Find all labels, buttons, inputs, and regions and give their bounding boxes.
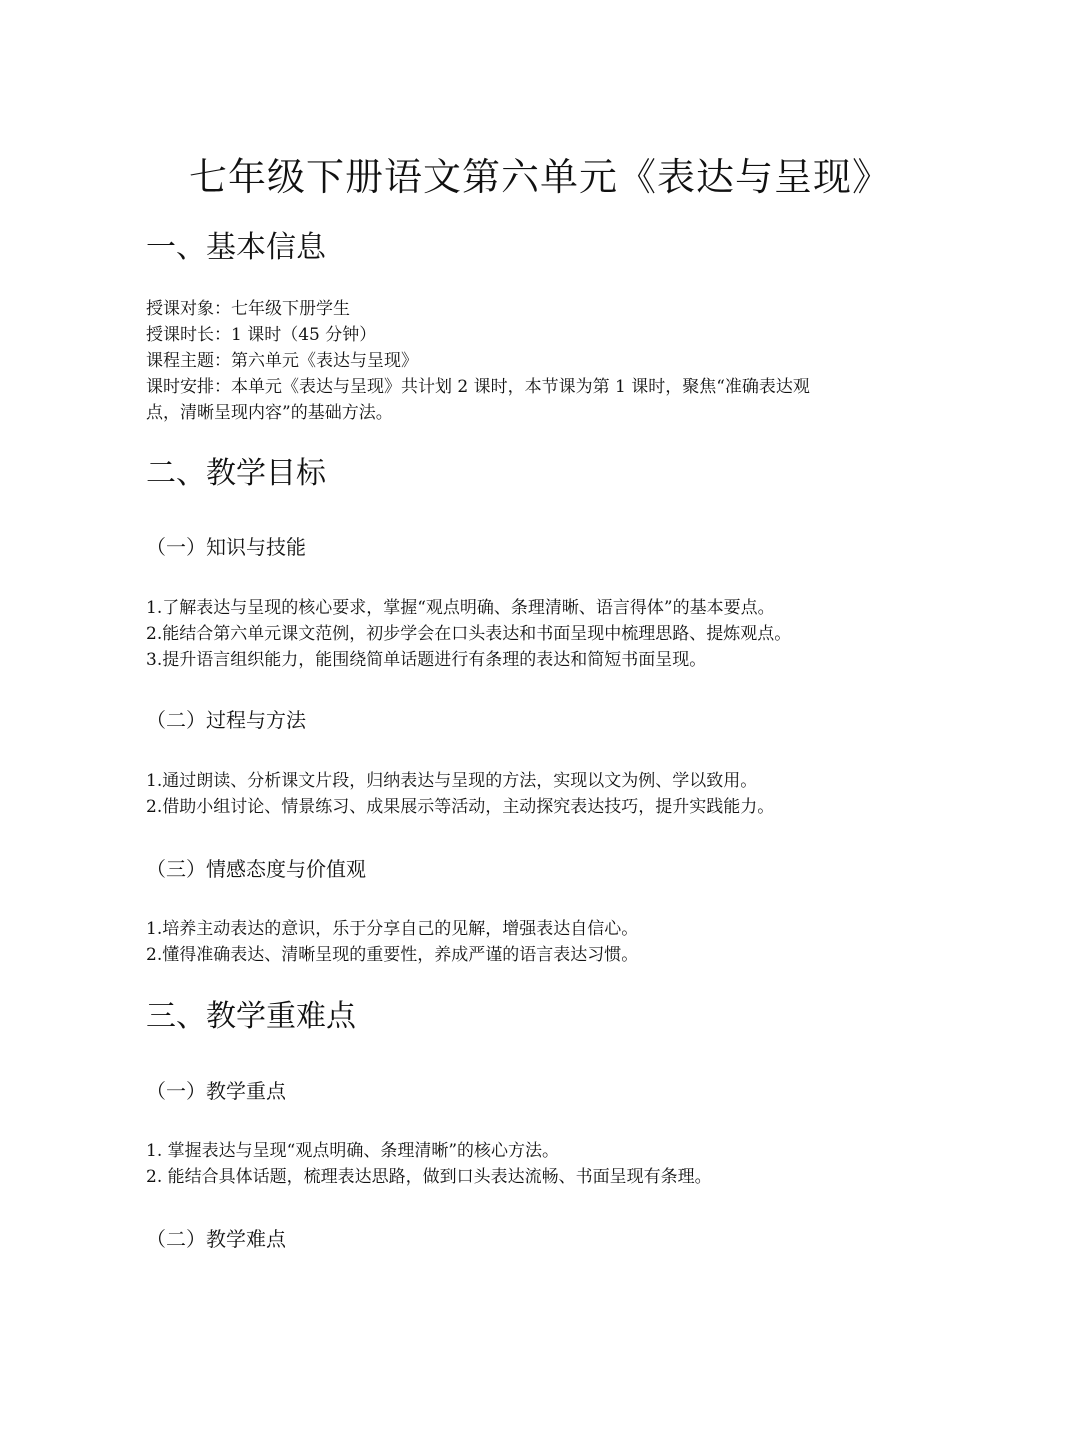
list-item: 1.通过朗读、分析课文片段，归纳表达与呈现的方法，实现以文为例、学以致用。	[146, 771, 758, 791]
info-line: 课时安排：本单元《表达与呈现》共计划 2 课时，本节课为第 1 课时，聚焦“准确表达观	[146, 377, 810, 397]
list-item: 1.培养主动表达的意识，乐于分享自己的见解，增强表达自信心。	[146, 919, 639, 939]
knowledge-skills-list	[146, 595, 926, 673]
list-item: 2. 能结合具体话题，梳理表达思路，做到口头表达流畅、书面呈现有条理。	[146, 1167, 712, 1187]
basic-info-paragraph	[146, 296, 926, 426]
list-item: 2.能结合第六单元课文范例，初步学会在口头表达和书面呈现中梳理思路、提炼观点。	[146, 624, 792, 644]
section-heading-key-difficult-points: 三、教学重难点	[146, 999, 356, 1034]
info-line: 点，清晰呈现内容”的基础方法。	[146, 403, 393, 423]
info-line: 授课时长：1 课时（45 分钟）	[146, 325, 377, 345]
list-item: 1.了解表达与呈现的核心要求，掌握“观点明确、条理清晰、语言得体”的基本要点。	[146, 598, 775, 618]
section-heading-teaching-goals: 二、教学目标	[146, 456, 326, 491]
section-heading-basic-info: 一、基本信息	[146, 230, 326, 265]
process-methods-list	[146, 768, 926, 820]
subsection-heading-key-points: （一）教学重点	[146, 1079, 286, 1103]
attitudes-values-list	[146, 916, 926, 968]
subsection-heading-difficult-points: （二）教学难点	[146, 1227, 286, 1251]
list-item: 3.提升语言组织能力，能围绕简单话题进行有条理的表达和简短书面呈现。	[146, 650, 707, 670]
document-title: 七年级下册语文第六单元《表达与呈现》	[188, 155, 891, 199]
list-item: 2.借助小组讨论、情景练习、成果展示等活动，主动探究表达技巧，提升实践能力。	[146, 797, 775, 817]
list-item: 1. 掌握表达与呈现“观点明确、条理清晰”的核心方法。	[146, 1141, 560, 1161]
subsection-heading-attitudes-values: （三）情感态度与价值观	[146, 857, 366, 881]
key-points-list	[146, 1138, 926, 1190]
list-item: 2.懂得准确表达、清晰呈现的重要性，养成严谨的语言表达习惯。	[146, 945, 639, 965]
subsection-heading-knowledge-skills: （一）知识与技能	[146, 535, 306, 559]
subsection-heading-process-methods: （二）过程与方法	[146, 708, 306, 732]
info-line: 课程主题：第六单元《表达与呈现》	[146, 351, 418, 371]
info-line: 授课对象：七年级下册学生	[146, 299, 350, 319]
